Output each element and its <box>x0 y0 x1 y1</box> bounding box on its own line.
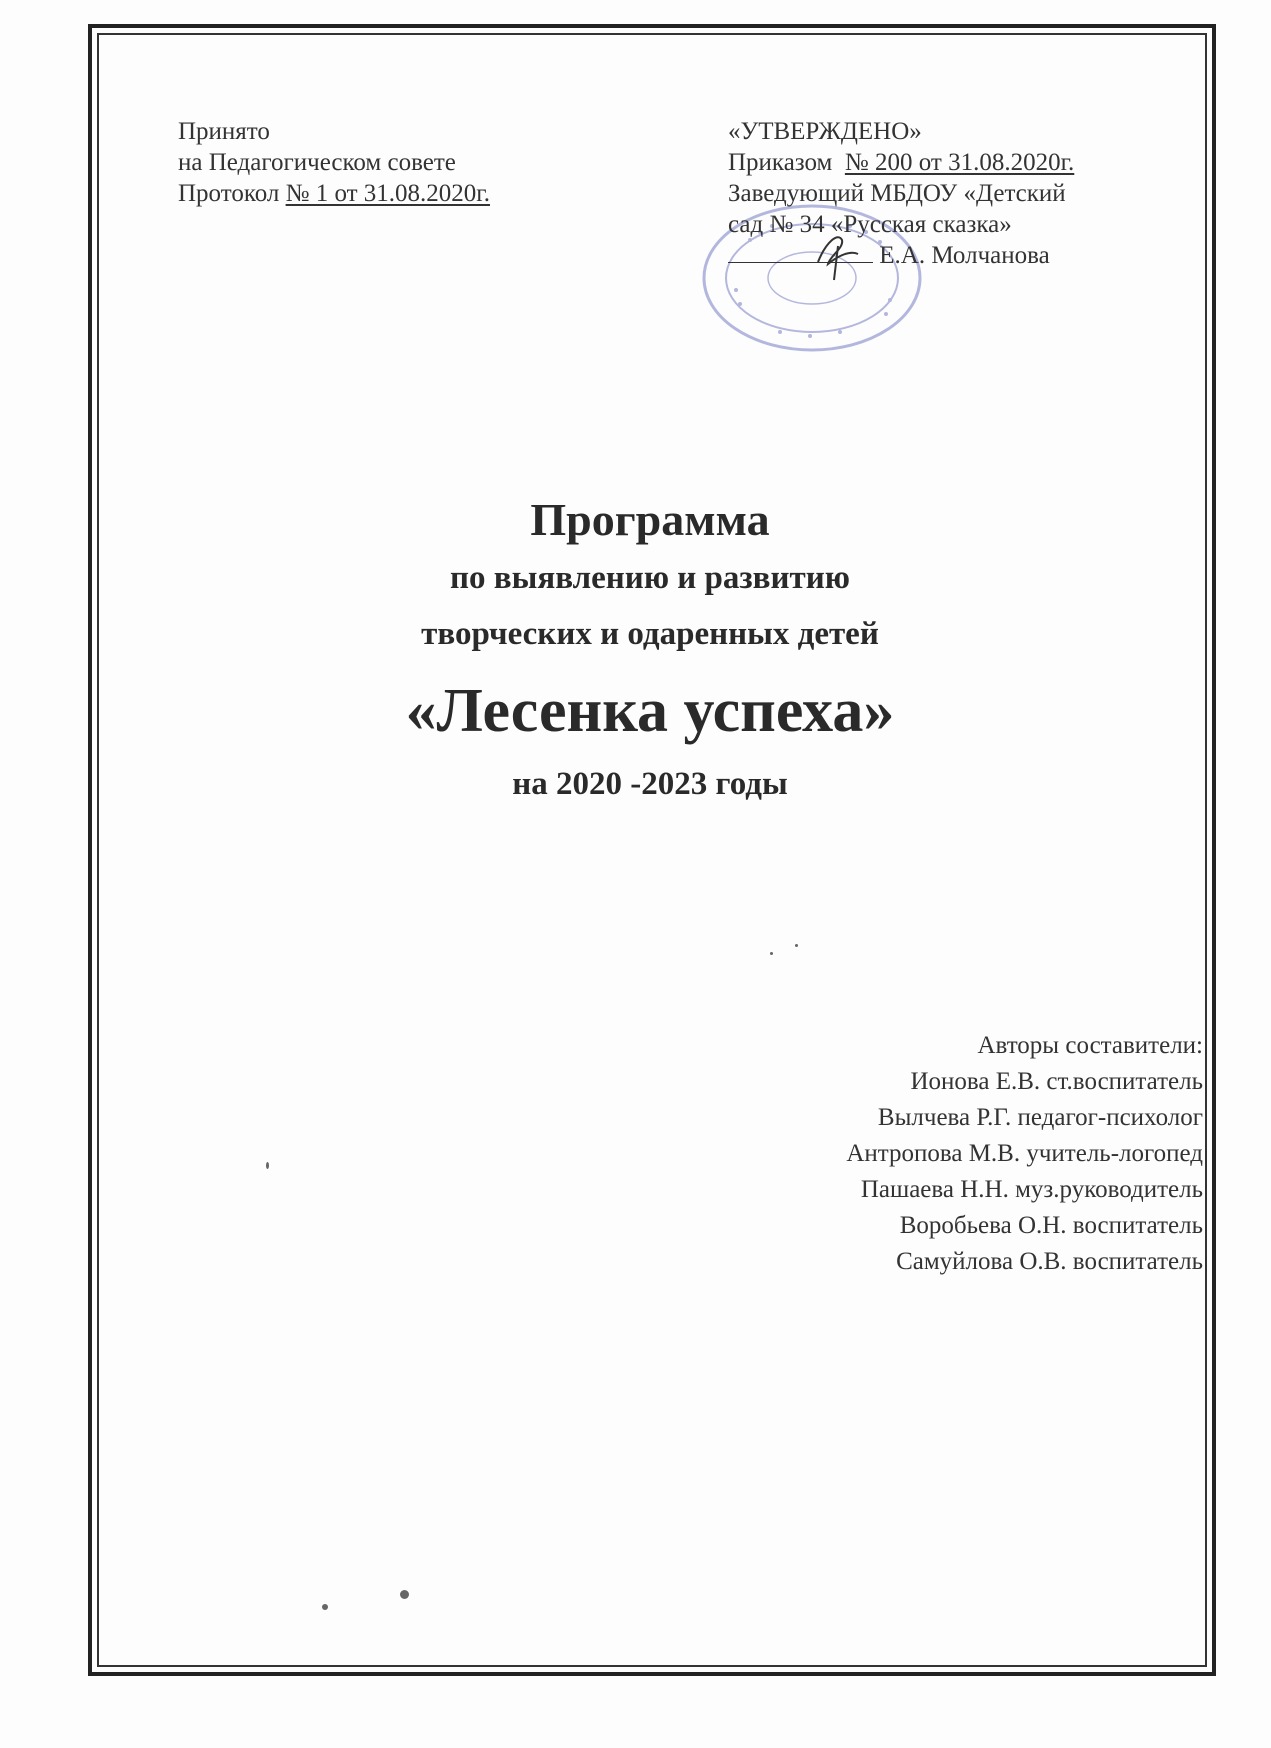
author-item: Пашаева Н.Н. муз.руководитель <box>860 1176 1203 1203</box>
head-position-line1: Заведующий МБДОУ «Детский <box>728 180 1066 207</box>
program-title-block <box>180 490 1120 812</box>
title-subline-2: творческих и одаренных детей <box>421 616 879 652</box>
handwritten-signature-icon <box>808 222 868 284</box>
order-line <box>728 147 1074 178</box>
scan-speck <box>770 952 773 955</box>
scan-speck <box>322 1604 328 1610</box>
author-item: Вылчева Р.Г. педагог-психолог <box>877 1104 1203 1131</box>
program-name: «Лесенка успеха» <box>405 677 895 745</box>
authors-block <box>846 1028 1203 1280</box>
order-number: № 200 от 31.08.2020г. <box>844 149 1075 176</box>
author-item: Воробьева О.Н. воспитатель <box>899 1212 1203 1239</box>
page-border-inner <box>97 33 1207 1667</box>
author-item: Самуйлова О.В. воспитатель <box>896 1248 1203 1275</box>
protocol-line <box>178 178 490 209</box>
page-title: Программа <box>530 494 770 545</box>
protocol-prefix: Протокол <box>178 180 286 207</box>
signature-line <box>728 240 1074 271</box>
title-subline-1: по выявлению и развитию <box>450 560 850 596</box>
author-item: Антропова М.В. учитель-логопед <box>846 1140 1203 1167</box>
council-label: на Педагогическом совете <box>178 149 456 176</box>
program-years: на 2020 -2023 годы <box>512 766 788 802</box>
scan-speck <box>795 944 798 947</box>
signatory-name: Е.А. Молчанова <box>879 242 1050 269</box>
accepted-label: Принято <box>178 118 270 145</box>
head-position-line2: сад № 34 «Русская сказка» <box>728 211 1012 238</box>
author-item: Ионова Е.В. ст.воспитатель <box>910 1068 1203 1095</box>
protocol-number: № 1 от 31.08.2020г. <box>285 180 490 207</box>
scan-speck <box>400 1590 409 1599</box>
approval-right-block <box>728 116 1074 271</box>
approved-heading: «УТВЕРЖДЕНО» <box>728 118 922 145</box>
scan-speck <box>266 1162 269 1169</box>
order-prefix: Приказом <box>728 149 845 176</box>
approval-left-block <box>178 116 490 209</box>
authors-heading: Авторы составители: <box>977 1032 1203 1059</box>
